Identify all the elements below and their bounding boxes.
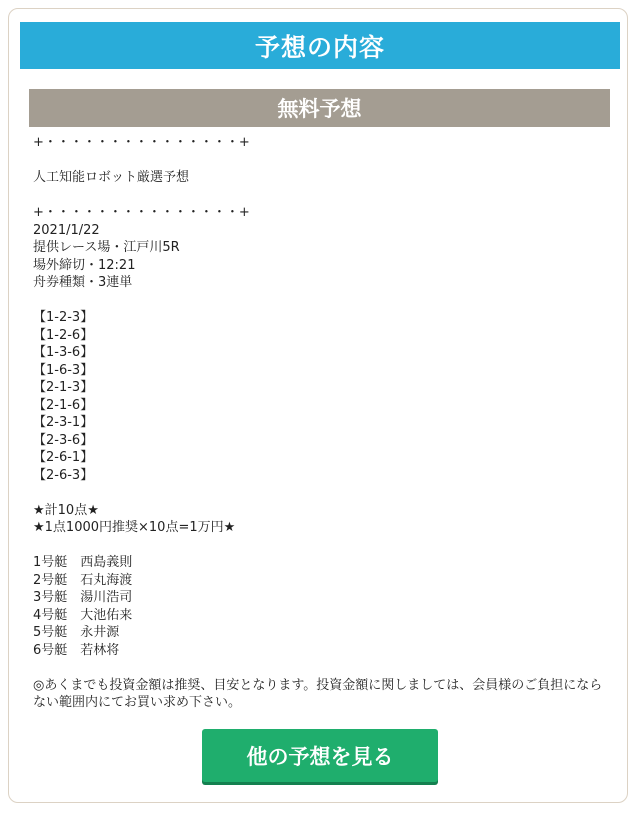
bet-combination: 【2-3-1】 <box>33 415 94 430</box>
racer-entry: 2号艇 石丸海渡 <box>33 572 133 588</box>
bet-combination: 【2-1-6】 <box>33 397 94 413</box>
bet-total: ★計10点★ <box>33 502 99 518</box>
racer-entry: 3号艇 湯川浩司 <box>33 590 133 605</box>
content-line <box>33 659 603 677</box>
racer-entry: 5号艇 永井源 <box>33 625 120 640</box>
ticket-type: 舟券種類・3連単 <box>33 275 133 290</box>
investment-note: ◎あくまでも投資金額は推奨、目安となります。投資金額に関しましては、会員様のご負担にならない範囲内にてお買い求め下さい。 <box>33 677 603 710</box>
content-line <box>33 292 603 310</box>
race-venue: 提供レース場・江戸川5R <box>33 240 180 255</box>
content-line <box>33 484 603 502</box>
content-line: +・・・・・・・・・・・・・・・+ <box>33 135 250 150</box>
bet-combination: 【1-2-3】 <box>33 310 94 325</box>
race-date: 2021/1/22 <box>33 222 100 238</box>
page-title: 予想の内容 <box>20 22 620 69</box>
bet-combination: 【2-6-1】 <box>33 450 94 465</box>
bet-combination: 【2-6-3】 <box>33 467 94 483</box>
bet-combination: 【1-3-6】 <box>33 345 94 360</box>
racer-entry: 1号艇 西島義則 <box>33 555 133 570</box>
bet-combination: 【1-2-6】 <box>33 327 94 343</box>
bet-combination: 【2-3-6】 <box>33 432 94 448</box>
content-line <box>33 152 603 170</box>
racer-entry: 6号艇 若林将 <box>33 642 120 658</box>
racer-entry: 4号艇 大池佑来 <box>33 607 133 623</box>
content-line <box>33 537 603 555</box>
content-line: +・・・・・・・・・・・・・・・+ <box>33 205 250 220</box>
bet-combination: 【2-1-3】 <box>33 380 94 395</box>
race-deadline: 場外締切・12:21 <box>33 257 136 273</box>
see-other-predictions-button[interactable]: 他の予想を見る <box>202 729 438 782</box>
content-line: 人工知能ロボット厳選予想 <box>33 170 190 185</box>
section-title: 無料予想 <box>29 89 610 127</box>
bet-recommendation: ★1点1000円推奨×10点=1万円★ <box>33 520 236 535</box>
content-line <box>33 187 603 205</box>
prediction-content <box>33 134 603 712</box>
prediction-card <box>8 8 628 803</box>
bet-combination: 【1-6-3】 <box>33 362 94 378</box>
